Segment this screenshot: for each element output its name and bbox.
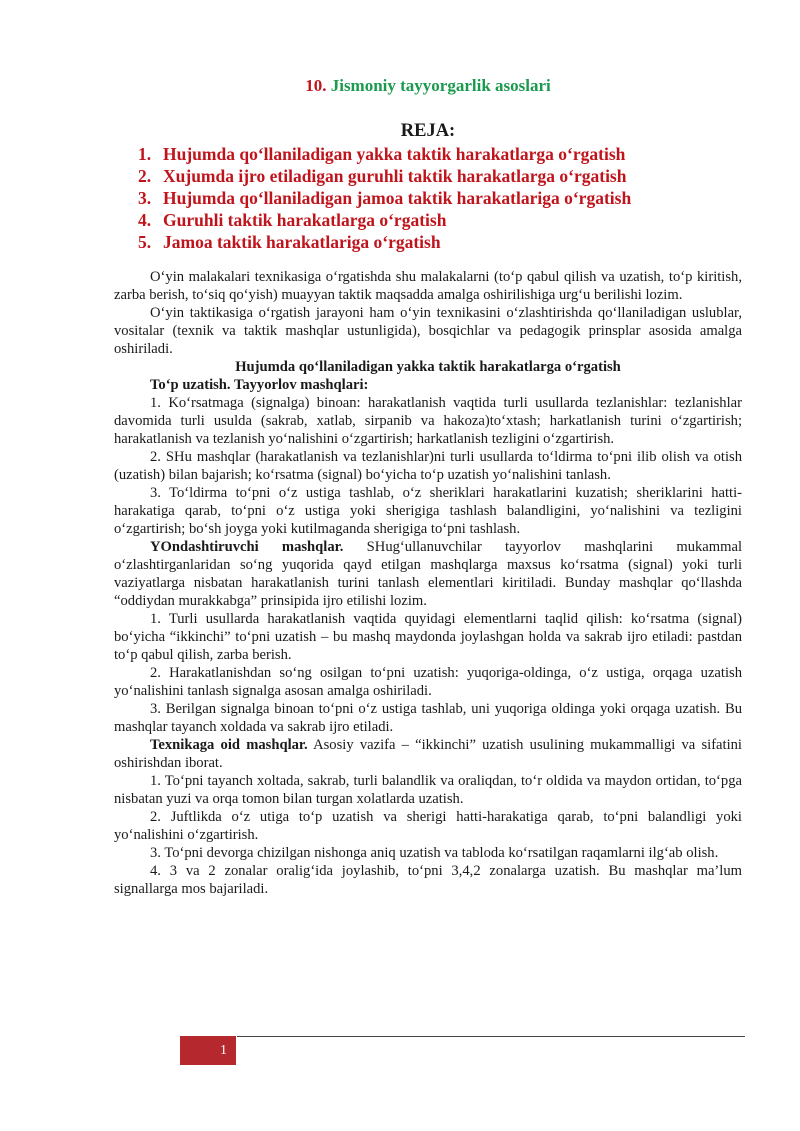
plan-item: 2. Xujumda ijro etiladigan guruhli taktik harakatlarga o‘rgatish (138, 166, 627, 186)
exercise-item: 1. Turli usullarda harakatlanish vaqtida quyidagi elementlarni taqlid qilish: ko‘rsatma (signal) bo‘yicha “ikkinchi” to‘pni uzatish – bu mashq maydonda joylashgan holda va sakrab ijro etiladi: pastdan to‘p qabul qilish, zarba berish. (114, 611, 742, 663)
section-heading: Hujumda qo‘llaniladigan yakka taktik harakatlarga o‘rgatish (235, 359, 621, 375)
plan-item: 1. Hujumda qo‘llaniladigan yakka taktik harakatlarga o‘rgatish (138, 144, 626, 164)
page-number-box (180, 1036, 236, 1065)
page-number: 1 (220, 1043, 227, 1058)
exercise-item: 2. Harakatlanishdan so‘ng osilgan to‘pni uzatish: yuqoriga-oldinga, o‘z ustiga, orqaga uzatish yo‘nalishini tanlash signalga asosan amalga oshiriladi. (114, 665, 742, 699)
exercise-item: 3. To‘ldirma to‘pni o‘z ustiga tashlab, o‘z sheriklari harakatlarini kuzatish; sheriklarini hatti-harakatiga qarab, to‘pni o‘z ustiga yoki sherigiga tashlash balandligini, yo‘nalishini va tezligini o‘zgartirish; bo‘sh joyga yoki kutilmaganda sherigiga to‘pni tashlash. (114, 485, 742, 537)
exercise-item: 2. SHu mashqlar (harakatlanish va tezlanishlar)ni turli usullarda to‘ldirma to‘pni ilib olish va otish (uzatish) bilan bajarish; ko‘rsatma (signal) bo‘yicha to‘p uzatish yo‘nalishini tanlash. (114, 449, 742, 483)
paragraph: Texnikaga oid mashqlar. Asosiy vazifa – “ikkinchi” uzatish usulining mukammalligi va sifatini oshirishdan iborat. (114, 737, 742, 771)
page-content (114, 74, 742, 898)
footer-rule (237, 1036, 745, 1037)
exercise-item: 3. Berilgan signalga binoan to‘pni o‘z ustiga tashlab, uni yuqoriga oldinga yoki orqaga uzatish. Bu mashqlar tayanch xoldada va sakrab ijro etiladi. (114, 701, 742, 735)
lecture-number: 10. (305, 76, 327, 95)
plan-item: 3. Hujumda qo‘llaniladigan jamoa taktik harakatlariga o‘rgatish (138, 188, 632, 208)
lecture-title-text: Jismoniy tayyorgarlik asoslari (330, 76, 551, 95)
exercise-item: 3. To‘pni devorga chizilgan nishonga aniq uzatish va tabloda ko‘rsatilgan raqamlarni ilg‘ab olish. (150, 845, 719, 861)
paragraph: O‘yin malakalari texnikasiga o‘rgatishda shu malakalarni (to‘p qabul qilish va uzatish, to‘p kiritish, zarba berish, to‘siq qo‘yish) muayyan taktik maqsadda amalga oshirilishiga urg‘u berilishi lozim. (114, 269, 742, 303)
subsection-lead: YOndashtiruvchi mashqlar. (150, 539, 344, 555)
plan-list (114, 143, 742, 253)
plan-heading: REJA: (400, 121, 456, 141)
exercise-item: 2. Juftlikda o‘z utiga to‘p uzatish va sherigi hatti-harakatiga qarab, to‘pni balandligi yoki yo‘nalishini o‘zgartirish. (114, 809, 742, 843)
paragraph: YOndashtiruvchi mashqlar. SHug‘ullanuvchilar tayyorlov mashqlarini mukammal o‘zlashtirganlaridan so‘ng yuqorida qayd etilgan mashqlarga maxsus ko‘rsatma (signal) yoki turli vaziyatlarga nisbatan harakatlanish turini tanlash elementlari kiritiladi. Bunday mashqlar qo‘llashda “oddiydan murakkabga” prinsipida ijro etilishi lozim. (114, 539, 742, 609)
plan-item: 4. Guruhli taktik harakatlarga o‘rgatish (138, 210, 447, 230)
paragraph: O‘yin taktikasiga o‘rgatish jarayoni ham o‘yin texnikasini o‘zlashtirishda qo‘llaniladigan uslublar, vositalar (texnik va taktik mashqlar ustunligida), bosqichlar va pedagogik prinsplar asosida amalga oshiriladi. (114, 305, 742, 357)
lecture-title (114, 74, 742, 98)
subsection-lead: Texnikaga oid mashqlar. (150, 737, 308, 753)
exercise-item: 4. 3 va 2 zonalar oralig‘ida joylashib, to‘pni 3,4,2 zonalarga uzatish. Bu mashqlar ma’lum signallarga mos bajariladi. (114, 863, 742, 897)
exercise-item: 1. To‘pni tayanch xoltada, sakrab, turli balandlik va oraliqdan, to‘r oldida va maydon ortidan, to‘pga nisbatan yuzi va orqa tomon bilan turgan xolatlarda uzatish. (114, 773, 742, 807)
exercise-item: 1. Ko‘rsatmaga (signalga) binoan: harakatlanish vaqtida turli usullarda tezlanishlar: tezlanishlar davomida turli usulda (sakrab, xatlab, sirpanib va hakoza)to‘xtash; harkatlanish turini o‘zgartirish; harakatlanish va tezlanish yo‘nalishini o‘zgartirish; harkatlanish tezligini o‘zgartirish. (114, 395, 742, 447)
subsection-heading: To‘p uzatish. Tayyorlov mashqlari: (150, 377, 369, 393)
body-text (114, 268, 742, 898)
plan-item: 5. Jamoa taktik harakatlariga o‘rgatish (138, 232, 441, 252)
